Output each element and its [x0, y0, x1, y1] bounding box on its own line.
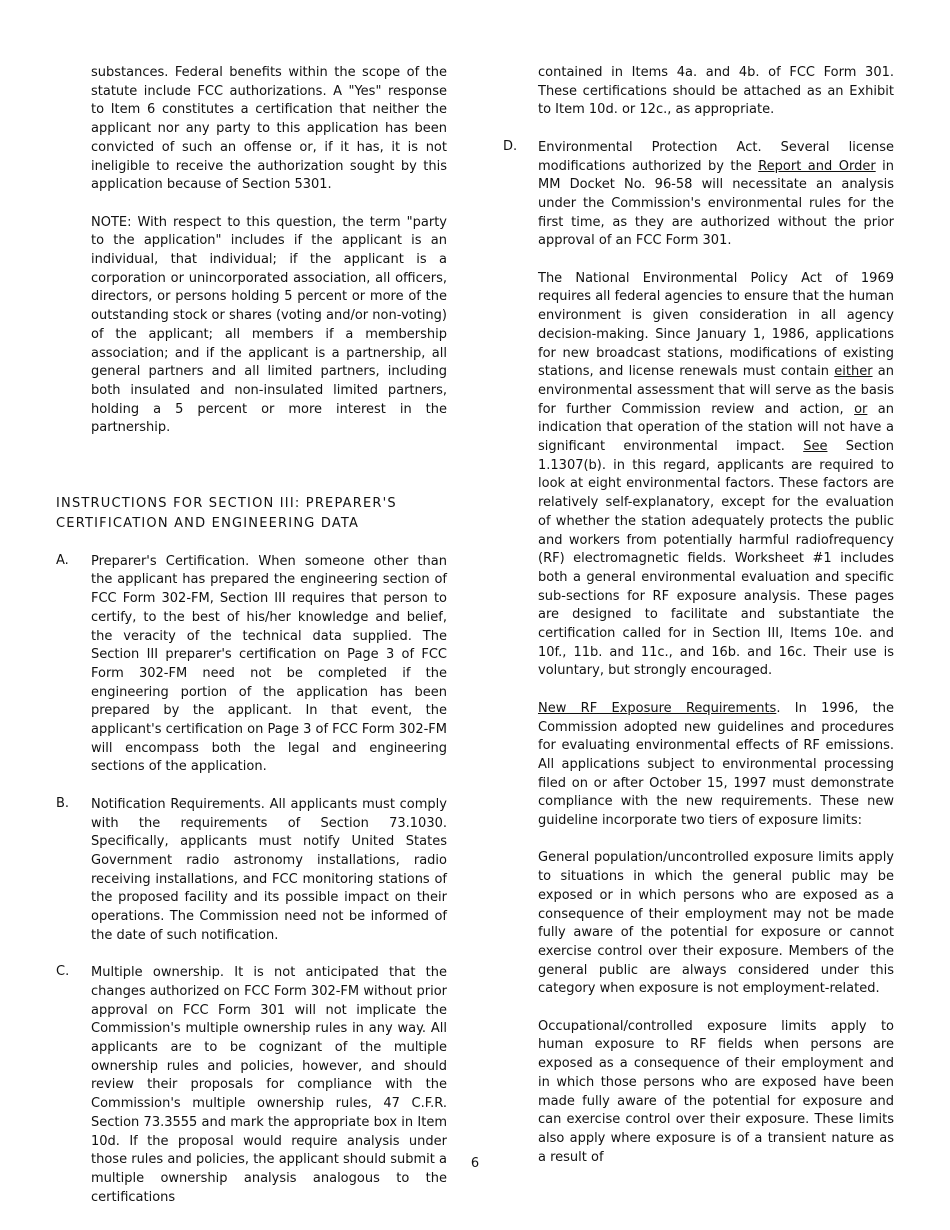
- item-d-letter: D.: [503, 138, 518, 154]
- item-d: [503, 139, 894, 251]
- occupational-paragraph: Occupational/controlled exposure limits apply to human exposure to RF fields when persons are exposed as a consequence of their employment and in which those persons who are exposed have been made fully aware of the potential for exposure and can exercise control over their exposure. These limits also apply where exposure is of a transient nature as a result of: [538, 1018, 894, 1165]
- certifications-continued: contained in Items 4a. and 4b. of FCC Form 301. These certifications should be attached as an Exhibit to Item 10d. or 12c., as appropriate.: [538, 65, 894, 118]
- nepa-either: either: [834, 364, 873, 380]
- right-column: [503, 64, 894, 1167]
- item-d-text: [538, 139, 894, 251]
- nepa-text-1: The National Environmental Policy Act of 1969 requires all federal agencies to ensure that the human environment is given consideration in all agency decision-making. Since January 1, 1986, applications for new broadcast stations, modifications of existing stations, and license renewals must contain: [538, 270, 894, 380]
- item-b-letter: B.: [56, 795, 70, 811]
- left-column: [56, 64, 447, 1207]
- nepa-text-4: Section 1.1307(b). in this regard, applicants are required to look at eight environmental factors. These factors are relatively self-explanatory, except for the evaluation of whether the station adequately protects the public and workers from potentially harmful radiofrequency (RF) electromagnetic fields. Worksheet #1 includes both a general environmental evaluation and specific sub-sections for RF exposure analysis. These pages are designed to facilitate and substantiate the certification called for in Section III, Items 10e. and 10f., 11b. and 11c., and 16b. and 16c. Their use is voluntary, but strongly encouraged.: [538, 439, 895, 679]
- section-heading: [56, 494, 447, 534]
- item-a: [56, 553, 447, 777]
- statute-paragraph: substances. Federal benefits within the scope of the statute include FCC authorizations. A "Yes" response to Item 6 constitutes a certification that neither the applicant nor any party to this application has been convicted of such an offense or, if it has, it is not ineligible to receive the authorization sought by this application because of Section 5301.: [91, 65, 447, 193]
- item-d-text-pre: Environmental Protection Act. Several license modifications authorized by the: [538, 139, 894, 174]
- nepa-text-3: an indication that operation of the station will not have a significant environmental impact.: [538, 401, 894, 455]
- note-paragraph: NOTE: With respect to this question, the term "party to the application" includes if the applicant is an individual, that individual; if the applicant is a corporation or unincorporated association, all officers, directors, or persons holding 5 percent or more of the outstanding stock or shares (voting and/or non-voting) of the applicant; all members if a membership association; and if the applicant is a partnership, all general partners and all limited partners, including both insulated and non-insulated limited partners, holding a 5 percent or more interest in the partnership.: [91, 214, 447, 436]
- report-and-order-ref: Report and Order: [758, 158, 876, 174]
- item-c-text: Multiple ownership. It is not anticipated that the changes authorized on FCC Form 302-FM without prior approval on FCC Form 301 will not implicate the Commission's multiple ownership rules in any way. All applicants are to be cognizant of the multiple ownership rules and policies, however, and should review their proposals for compliance with the Commission's multiple ownership rules, 47 C.F.R. Section 73.3555 and mark the appropriate box in Item 10d. If the proposal would require analysis under those rules and policies, the applicant should submit a multiple ownership analysis analogous to the certifications: [91, 965, 447, 1205]
- nepa-see: See: [803, 439, 828, 455]
- item-b-text: Notification Requirements. All applicants must comply with the requirements of Section 73.1030. Specifically, applicants must notify United States Government radio astronomy installations, radio receiving installations, and FCC monitoring stations of the proposed facility and its possible impact on their operations. The Commission need not be informed of the date of such notification.: [91, 796, 447, 943]
- item-d-text-post: in MM Docket No. 96-58 will necessitate an analysis under the Commission's environmental rules for the first time, as they are authorized without the prior approval of an FCC Form 301.: [538, 158, 895, 249]
- section-heading-line2: CERTIFICATION AND ENGINEERING DATA: [56, 516, 360, 532]
- item-a-letter: A.: [56, 552, 69, 568]
- section-heading-line1: INSTRUCTIONS FOR SECTION III: PREPARER'S: [56, 496, 397, 512]
- nepa-paragraph: [503, 270, 894, 681]
- page-number: 6: [470, 1156, 480, 1171]
- general-population-paragraph: General population/uncontrolled exposure limits apply to situations in which the general public may be exposed or in which persons who are exposed as a consequence of their employment may not be made fully aware of the potential for exposure or cannot exercise control over their exposure. Members of the general public are always considered under this category when exposure is not employment-related.: [538, 850, 894, 997]
- item-a-text: Preparer's Certification. When someone other than the applicant has prepared the engineering section of FCC Form 302-FM, Section III requires that person to certify, to the best of his/her knowledge and belief, the veracity of the technical data supplied. The Section III preparer's certification on Page 3 of FCC Form 302-FM need not be completed if the engineering portion of the application has been prepared by the applicant. In that event, the applicant's certification on Page 3 of FCC Form 302-FM will encompass both the legal and engineering sections of the application.: [91, 553, 447, 775]
- item-c-letter: C.: [56, 964, 70, 980]
- item-b: [56, 796, 447, 946]
- rf-requirements-paragraph: [503, 700, 894, 831]
- nepa-or: or: [854, 401, 868, 417]
- spacer: [56, 438, 447, 494]
- rf-requirements-text: . In 1996, the Commission adopted new guidelines and procedures for evaluating environmental effects of RF emissions. All applications subject to environmental processing filed on or after October 15, 1997 must demonstrate compliance with the new requirements. These new guideline incorporate two tiers of exposure limits:: [538, 700, 895, 829]
- rf-requirements-title: New RF Exposure Requirements: [538, 700, 777, 716]
- nepa-text-2: an environmental assessment that will serve as the basis for further Commission review and action,: [538, 364, 894, 417]
